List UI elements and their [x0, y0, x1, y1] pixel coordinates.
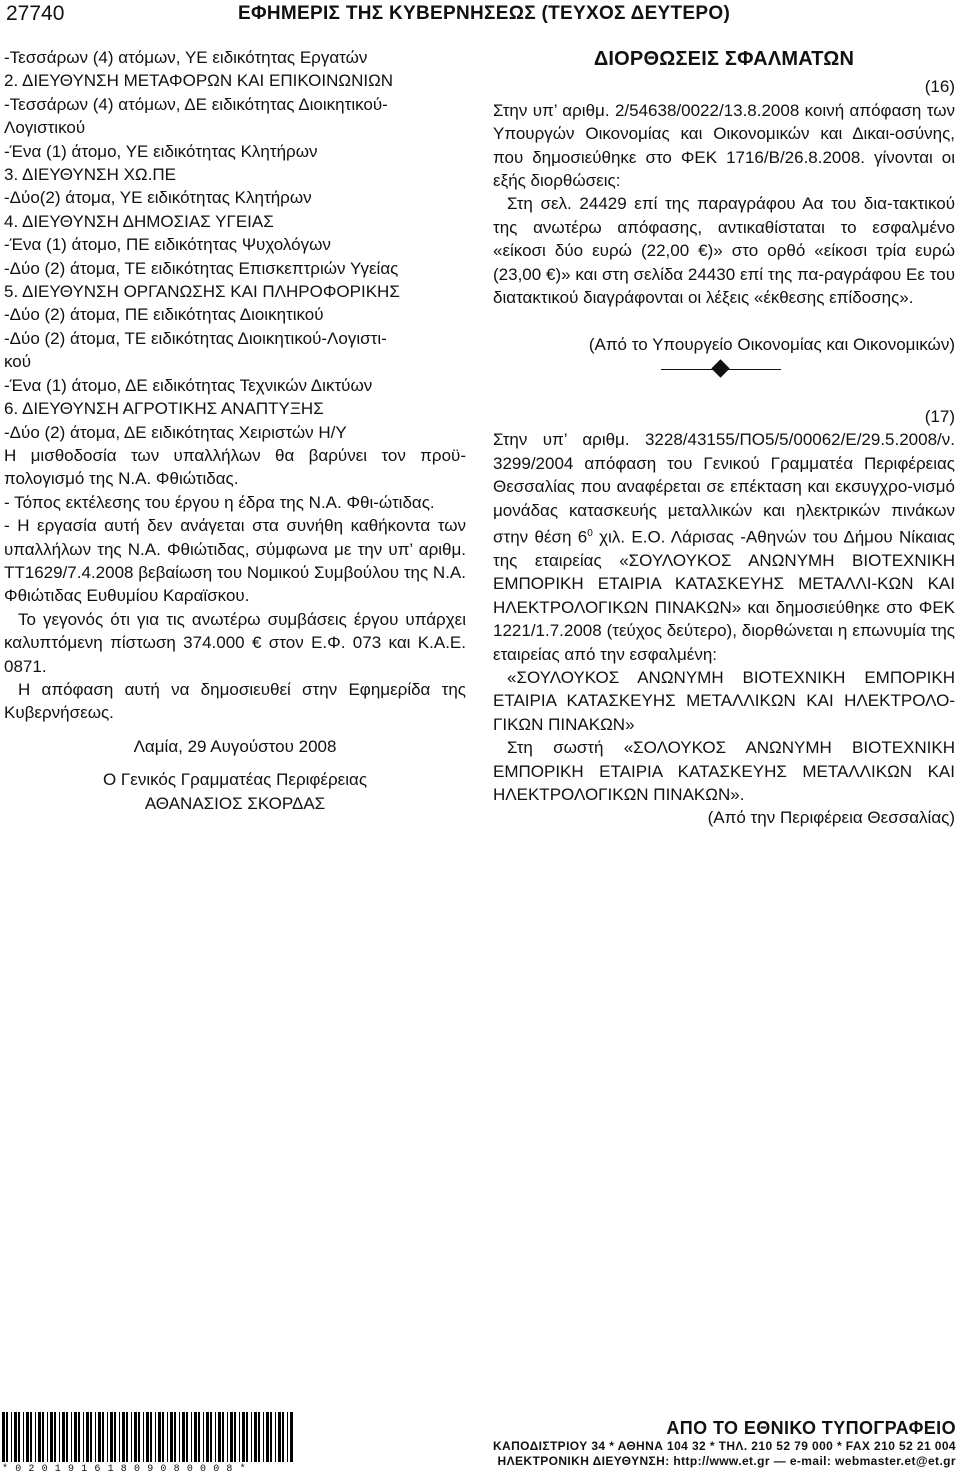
barcode-bar: [42, 1412, 44, 1462]
barcode-bar: [114, 1412, 116, 1462]
barcode-bar: [167, 1412, 168, 1462]
barcode-bar: [38, 1412, 41, 1462]
barcode-bar: [26, 1412, 29, 1462]
barcode-bar: [263, 1412, 264, 1462]
list-item: -Τεσσάρων (4) ατόμων, ΔΕ ειδικότητας Διοικητικού-: [4, 94, 388, 114]
separator-ornament: [493, 357, 955, 381]
barcode-bar: [2, 1412, 5, 1462]
barcode-bar: [278, 1412, 281, 1462]
signer-role: Ο Γενικός Γραμματέας Περιφέρειας: [102, 770, 368, 790]
publisher-address: ΚΑΠΟΔΙΣΤΡΙΟΥ 34 * ΑΘΗΝΑ 104 32 * ΤΗΛ. 210 52 79 000 * FAX 210 52 21 004: [492, 1439, 956, 1453]
barcode-bar: [71, 1412, 72, 1462]
correction-17-intro: Στην υπ’ αριθμ. 3228/43155/ΠΟ5/5/00062/Ε/29.5.2008/ν. 3299/2004 απόφαση του Γενικού Γραμματέα Περιφέρειας Θεσσαλίας που αναφέρεται σε επέκταση και εκσυγχρο-νισμό μονάδας κατασκευής μεταλλικών και ηλεκτρικών πινάκων στην θέση $6^0$ χιλ. Ε.Ο. Λάρισας -Αθηνών του Δήμου Νίκαιας της εταιρείας «ΣΟΥΛΟΥΚΟΣ ΑΝΩΝΥΜΗ ΒΙΟΤΕΧΝΙΚΗ ΕΜΠΟΡΙΚΗ ΕΤΑΙΡΙΑ ΚΑΤΑΣΚΕΥΗΣ ΜΕΤΑΛΛΙ-ΚΩΝ ΚΑΙ ΗΛΕΚΤΡΟΛΟΓΙΚΩΝ ΠΙΝΑΚΩΝ» και δημοσιεύθηκε στο ΦΕΚ 1221/1.7.2008 (τεύχος δεύτερο), διορθώνεται η επωνυμία της εταιρείας από την εσφαλμένη:: [493, 430, 956, 664]
barcode-bar: [218, 1412, 221, 1462]
barcode-bar: [203, 1412, 204, 1462]
barcode-bar: [122, 1412, 125, 1462]
publisher-web: ΗΛΕΚΤΡΟΝΙΚΗ ΔΙΕΥΘΥΝΣΗ: http://www.et.gr — e-mail: webmaster.et@et.gr: [497, 1454, 956, 1468]
barcode-bar: [186, 1412, 188, 1462]
barcode-number: *02019161809080008*: [2, 1464, 253, 1475]
correction-17-wrong-name: «ΣΟΥΛΟΥΚΟΣ ΑΝΩΝΥΜΗ ΒΙΟΤΕΧΝΙΚΗ ΕΜΠΟΡΙΚΗ ΕΤΑΙΡΙΑ ΚΑΤΑΣΚΕΥΗΣ ΜΕΤΑΛΛΙΚΩΝ ΚΑΙ ΗΛΕΚΤΡΟΛΟ-ΓΙΚΩΝ ΠΙΝΑΚΩΝ»: [493, 668, 955, 734]
list-item: -Τεσσάρων (4) ατόμων, ΥΕ ειδικότητας Εργατών: [4, 48, 368, 67]
item-number-16: (16): [924, 77, 955, 97]
list-item: κού: [4, 352, 32, 372]
barcode-bar: [287, 1412, 288, 1462]
barcode-bar: [95, 1412, 96, 1462]
barcode-bar: [47, 1412, 48, 1462]
barcode-bar: [198, 1412, 200, 1462]
barcode-bar: [234, 1412, 236, 1462]
list-item: 2. ΔΙΕΥΘΥΝΣΗ ΜΕΤΑΦΟΡΩΝ ΚΑΙ ΕΠΙΚΟΙΝΩΝΙΩΝ: [4, 71, 394, 91]
barcode-bar: [62, 1412, 65, 1462]
paragraph-funding: Το γεγονός ότι για τις ανωτέρω συμβάσεις έργου υπάρχει καλυπτόμενη πίστωση 374.000 € στον Ε.Φ. 073 και Κ.Α.Ε. 0871.: [4, 609, 466, 676]
barcode-bar: [86, 1412, 89, 1462]
barcode-bars: [2, 1412, 298, 1462]
barcode: [2, 1412, 298, 1476]
diamond-icon: [711, 359, 729, 377]
gazette-title: ΕΦΗΜΕΡΙΣ ΤΗΣ ΚΥΒΕΡΝΗΣΕΩΣ (ΤΕΥΧΟΣ ΔΕΥΤΕΡΟ): [238, 3, 731, 24]
barcode-bar: [74, 1412, 77, 1462]
place-date: Λαμία, 29 Αυγούστου 2008: [133, 736, 337, 756]
barcode-bar: [110, 1412, 113, 1462]
barcode-bar: [14, 1412, 17, 1462]
barcode-bar: [126, 1412, 128, 1462]
barcode-bar: [258, 1412, 260, 1462]
barcode-bar: [35, 1412, 36, 1462]
barcode-bar: [150, 1412, 152, 1462]
barcode-bar: [146, 1412, 149, 1462]
barcode-bar: [251, 1412, 252, 1462]
barcode-bar: [155, 1412, 156, 1462]
barcode-bar: [83, 1412, 84, 1462]
publisher-name: ΑΠΟ ΤΟ ΕΘΝΙΚΟ ΤΥΠΟΓΡΑΦΕΙΟ: [666, 1418, 956, 1438]
barcode-bar: [210, 1412, 212, 1462]
correction-17-correct-name: Στη σωστή «ΣΟΛΟΥΚΟΣ ΑΝΩΝΥΜΗ ΒΙΟΤΕΧΝΙΚΗ ΕΜΠΟΡΙΚΗ ΕΤΑΙΡΙΑ ΚΑΤΑΣΚΕΥΗΣ ΜΕΤΑΛΛΙΚΩΝ ΚΑΙ ΗΛΕΚΤΡΟΛΟΓΙΚΩΝ ΠΙΝΑΚΩΝ».: [493, 738, 955, 805]
barcode-bar: [275, 1412, 276, 1462]
barcode-bar: [102, 1412, 104, 1462]
barcode-bar: [254, 1412, 257, 1462]
barcode-bar: [162, 1412, 164, 1462]
barcode-bar: [50, 1412, 53, 1462]
barcode-bar: [191, 1412, 192, 1462]
barcode-bar: [179, 1412, 180, 1462]
barcode-bar: [246, 1412, 248, 1462]
barcode-bar: [266, 1412, 269, 1462]
barcode-bar: [242, 1412, 245, 1462]
barcode-bar: [239, 1412, 240, 1462]
signer-name: ΑΘΑΝΑΣΙΟΣ ΣΚΟΡΔΑΣ: [144, 793, 326, 813]
list-item: 5. ΔΙΕΥΘΥΝΣΗ ΟΡΓΑΝΩΣΗΣ ΚΑΙ ΠΛΗΡΟΦΟΡΙΚΗΣ: [4, 282, 400, 302]
list-item: 6. ΔΙΕΥΘΥΝΣΗ ΑΓΡΟΤΙΚΗΣ ΑΝΑΠΤΥΞΗΣ: [4, 399, 324, 419]
barcode-bar: [107, 1412, 108, 1462]
barcode-bar: [215, 1412, 216, 1462]
list-item: -Δύο (2) άτομα, ΠΕ ειδικότητας Διοικητικού: [4, 305, 324, 325]
barcode-bar: [18, 1412, 20, 1462]
barcode-bar: [134, 1412, 137, 1462]
list-item: -Δύο (2) άτομα, ΤΕ ειδικότητας Διοικητικού-Λογιστι-: [4, 328, 387, 348]
barcode-bar: [11, 1412, 12, 1462]
list-item: -Δύο(2) άτομα, ΥΕ ειδικότητας Κλητήρων: [4, 188, 312, 208]
barcode-bar: [230, 1412, 233, 1462]
correction-16-intro: Στην υπ’ αριθμ. 2/54638/0022/13.8.2008 κοινή απόφαση των Υπουργών Οικονομίας και Οικονομικών και Δικαι-οσύνης, που δημοσιεύθηκε στο ΦΕΚ 1716/Β/26.8.2008. γίνονται οι εξής διορθώσεις:: [493, 100, 955, 191]
barcode-bar: [170, 1412, 173, 1462]
list-item: 3. ΔΙΕΥΘΥΝΣΗ ΧΩ.ΠΕ: [4, 165, 176, 185]
publisher-footer: [493, 1418, 956, 1469]
barcode-bar: [143, 1412, 144, 1462]
barcode-bar: [206, 1412, 209, 1462]
barcode-bar: [98, 1412, 101, 1462]
barcode-bar: [30, 1412, 32, 1462]
correction-16-body: Στη σελ. 24429 επί της παραγράφου Αα του δια-τακτικού της ανωτέρω απόφασης, αντικαθίσταται το εσφαλμένο «είκοσι δύο ευρώ (22,00 €)» στο ορθό «είκοσι τρία ευρώ (23,00 €)» και στη σελίδα 24430 επί της πα-ραγράφου Εε του διατακτικού διαγράφονται οι λέξεις «έκθεσης επίδοσης».: [493, 194, 955, 308]
list-item: -Ένα (1) άτομο, ΥΕ ειδικότητας Κλητήρων: [4, 141, 318, 161]
section-heading: ΔΙΟΡΘΩΣΕΙΣ ΣΦΑΛΜΑΤΩΝ: [593, 48, 855, 70]
barcode-bar: [174, 1412, 176, 1462]
barcode-bar: [282, 1412, 284, 1462]
list-item: Λογιστικού: [4, 118, 86, 138]
page-number: 27740: [6, 2, 65, 25]
item-number-17: (17): [924, 406, 955, 426]
barcode-bar: [227, 1412, 228, 1462]
list-item: -Ένα (1) άτομο, ΠΕ ειδικότητας Ψυχολόγων: [4, 235, 331, 255]
paragraph-duties: - Η εργασία αυτή δεν ανάγεται στα συνήθη καθήκοντα των υπαλλήλων της Ν.Α. Φθιώτιδας, σύμφωνα με την υπ’ αριθμ. ΤΤ1629/7.4.2008 βεβαίωση του Νομικού Συμβούλου της Ν.Α. Φθιώτιδας Ευθυμίου Καραϊσκου.: [4, 516, 466, 606]
correction-16-source: (Από το Υπουργείο Οικονομίας και Οικονομικών): [588, 335, 955, 355]
barcode-bar: [131, 1412, 132, 1462]
paragraph-location: - Τόπος εκτέλεσης του έργου η έδρα της Ν.Α. Φθι-ώτιδας.: [4, 492, 435, 512]
barcode-bar: [194, 1412, 197, 1462]
list-item: -Ένα (1) άτομο, ΔΕ ειδικότητας Τεχνικών Δικτύων: [4, 375, 373, 395]
barcode-bar: [138, 1412, 140, 1462]
left-column: [4, 46, 466, 815]
barcode-bar: [270, 1412, 272, 1462]
paragraph-payroll: Η μισθοδοσία των υπαλλήλων θα βαρύνει τον προϋ-πολογισμό της Ν.Α. Φθιώτιδας.: [4, 445, 466, 489]
right-column: [493, 46, 955, 830]
barcode-bar: [6, 1412, 8, 1462]
barcode-bar: [290, 1412, 293, 1462]
list-item: -Δύο (2) άτομα, ΤΕ ειδικότητας Επισκεπτριών Υγείας: [4, 258, 399, 278]
barcode-bar: [54, 1412, 56, 1462]
barcode-bar: [66, 1412, 68, 1462]
paragraph-publication: Η απόφαση αυτή να δημοσιευθεί στην Εφημερίδα της Κυβερνήσεως.: [4, 679, 466, 723]
barcode-bar: [23, 1412, 24, 1462]
page-header: [0, 0, 960, 34]
barcode-bar: [59, 1412, 60, 1462]
barcode-bar: [90, 1412, 92, 1462]
list-item: 4. ΔΙΕΥΘΥΝΣΗ ΔΗΜΟΣΙΑΣ ΥΓΕΙΑΣ: [4, 211, 274, 231]
list-item: -Δύο (2) άτομα, ΔΕ ειδικότητας Χειριστών Η/Υ: [4, 422, 347, 442]
barcode-bar: [222, 1412, 224, 1462]
barcode-bar: [119, 1412, 120, 1462]
barcode-bar: [78, 1412, 80, 1462]
barcode-bar: [182, 1412, 185, 1462]
barcode-bar: [158, 1412, 161, 1462]
correction-17-source: (Από την Περιφέρεια Θεσσαλίας): [707, 808, 955, 828]
